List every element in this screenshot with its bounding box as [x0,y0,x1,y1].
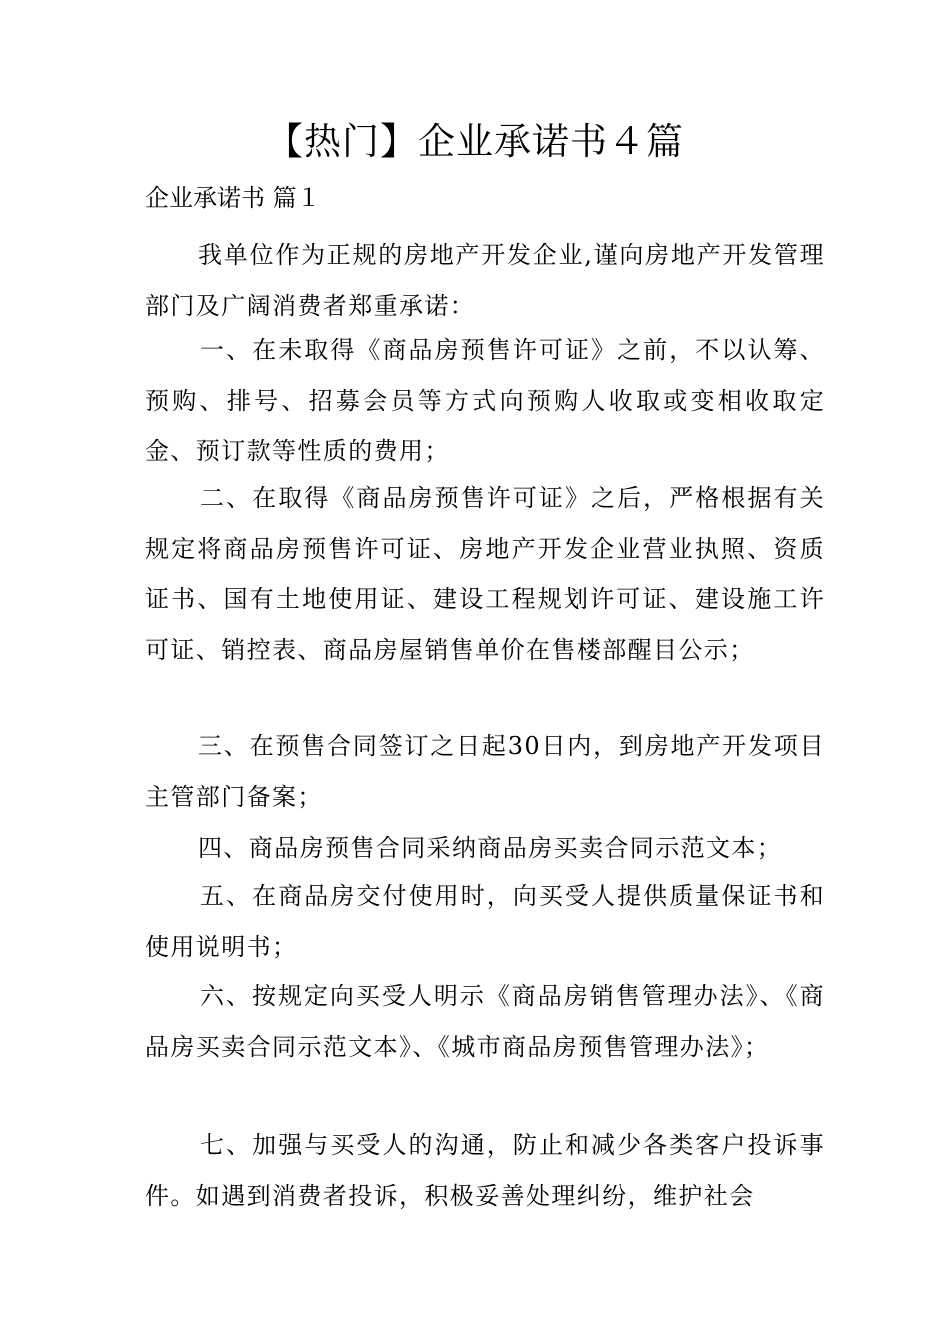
paragraph-item-3: 三、在预售合同签订之日起30日内，到房地产开发项目主管部门备案； [145,732,825,811]
paragraph-item-4: 四、商品房预售合同采纳商品房买卖合同示范文本； [198,834,783,862]
paragraph-item-7: 七、加强与买受人的沟通，防止和减少各类客户投诉事件。如遇到消费者投诉，积极妥善处理纠纷，维护社会 [145,1131,825,1210]
paragraph-item-1: 一、在未取得《商品房预售许可证》之前，不以认筹、预购、排号、招募会员等方式向预购人收取或变相收取定金、预订款等性质的费用； [145,336,825,465]
document-title: 【热门】企业承诺书４篇 [266,120,684,163]
section-heading: 企业承诺书 篇１ [145,184,321,212]
paragraph-intro: 我单位作为正规的房地产开发企业,谨向房地产开发管理部门及广阔消费者郑重承诺： [145,241,825,320]
paragraph-item-6: 六、按规定向买受人明示《商品房销售管理办法》、《商品房买卖合同示范文本》、《城市商品房预售管理办法》； [145,982,825,1061]
paragraph-item-5: 五、在商品房交付使用时，向买受人提供质量保证书和使用说明书； [145,882,825,961]
paragraph-item-2: 二、在取得《商品房预售许可证》之后，严格根据有关规定将商品房预售许可证、房地产开发企业营业执照、资质证书、国有土地使用证、建设工程规划许可证、建设施工许可证、销控表、商品房屋销售单价在售楼部醒目公示； [145,484,825,664]
